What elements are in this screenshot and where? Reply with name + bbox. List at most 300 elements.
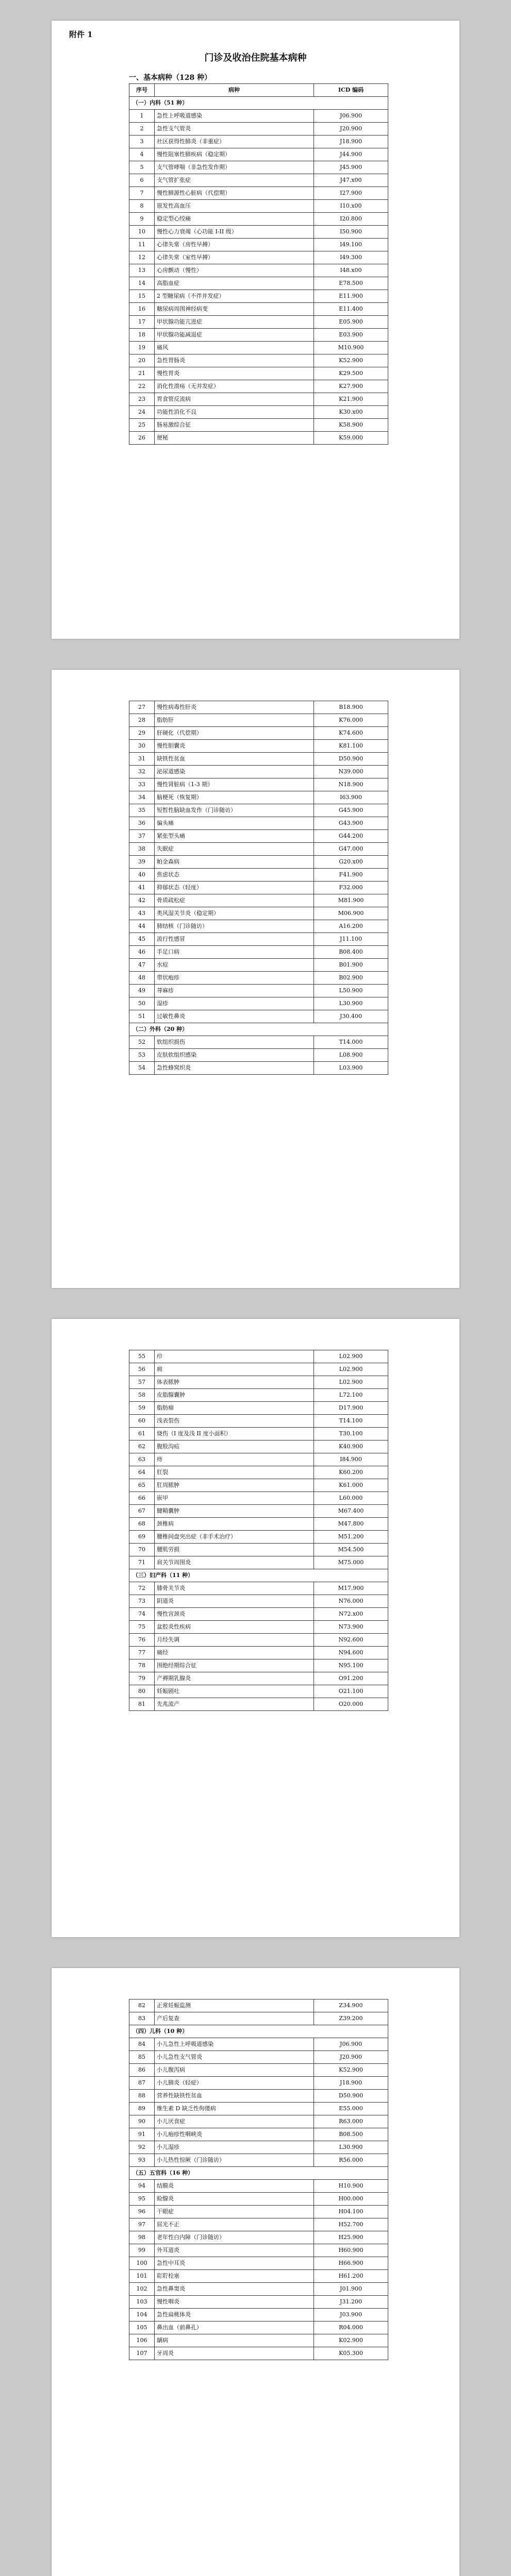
row-disease-name: 小儿肺炎（轻症） xyxy=(155,2077,314,2090)
table-row xyxy=(129,1440,388,1453)
row-disease-name: 小儿腹泻病 xyxy=(155,2064,314,2077)
row-serial: 97 xyxy=(129,2218,155,2231)
row-disease-name: 嵌甲 xyxy=(155,1492,314,1505)
table-row xyxy=(129,2141,388,2154)
row-serial: 94 xyxy=(129,2180,155,2193)
table-row xyxy=(129,985,388,997)
table-row xyxy=(129,110,388,123)
table-row xyxy=(129,316,388,329)
row-icd-code: J06.900 xyxy=(314,2038,388,2051)
row-serial: 20 xyxy=(129,354,155,367)
row-disease-name: 皮脂腺囊肿 xyxy=(155,1389,314,1402)
row-disease-name: 痛经 xyxy=(155,1647,314,1659)
row-disease-name: 湿疹 xyxy=(155,997,314,1010)
row-icd-code: N73.900 xyxy=(314,1621,388,1634)
row-disease-name: 胃食管反流病 xyxy=(155,393,314,406)
table-row xyxy=(129,329,388,342)
row-icd-code: L02.900 xyxy=(314,1350,388,1363)
row-disease-name: 原发性高血压 xyxy=(155,200,314,213)
table-row xyxy=(129,419,388,432)
row-icd-code: K60.200 xyxy=(314,1466,388,1479)
row-serial: 39 xyxy=(129,856,155,869)
table-row xyxy=(129,367,388,380)
table-row xyxy=(129,882,388,894)
row-disease-name: 腰椎间盘突出症（非手术治疗） xyxy=(155,1531,314,1544)
table-row xyxy=(129,856,388,869)
table-row xyxy=(129,817,388,830)
section-label: （五）五官科（16 种） xyxy=(129,2167,388,2180)
row-icd-code: N92.600 xyxy=(314,1634,388,1647)
table-row xyxy=(129,380,388,393)
row-icd-code: K21.900 xyxy=(314,393,388,406)
row-serial: 86 xyxy=(129,2064,155,2077)
row-disease-name: 类风湿关节炎（稳定期） xyxy=(155,907,314,920)
table-row xyxy=(129,123,388,135)
row-disease-name: 围绝经期综合征 xyxy=(155,1659,314,1672)
row-icd-code: Z34.900 xyxy=(314,1999,388,2012)
table-row xyxy=(129,1010,388,1023)
row-icd-code: M06.900 xyxy=(314,907,388,920)
row-serial: 79 xyxy=(129,1672,155,1685)
row-icd-code: K59.000 xyxy=(314,432,388,445)
table-row xyxy=(129,1621,388,1634)
row-icd-code: M51.200 xyxy=(314,1531,388,1544)
table-row xyxy=(129,406,388,419)
table-row xyxy=(129,1672,388,1685)
row-icd-code: D50.900 xyxy=(314,2090,388,2103)
row-disease-name: 阴道炎 xyxy=(155,1595,314,1608)
row-disease-name: 急性支气管炎 xyxy=(155,123,314,135)
row-serial: 18 xyxy=(129,329,155,342)
section-row xyxy=(129,1569,388,1582)
table-row xyxy=(129,2257,388,2270)
section-label: （一）内科（51 种） xyxy=(129,97,388,110)
row-serial: 3 xyxy=(129,135,155,148)
table-row xyxy=(129,727,388,740)
row-icd-code: G20.x00 xyxy=(314,856,388,869)
row-icd-code: J44.900 xyxy=(314,148,388,161)
table-row xyxy=(129,187,388,200)
row-icd-code: M75.000 xyxy=(314,1556,388,1569)
row-serial: 76 xyxy=(129,1634,155,1647)
row-disease-name: 妊娠剧吐 xyxy=(155,1685,314,1698)
row-icd-code: L02.900 xyxy=(314,1376,388,1389)
row-icd-code: E55.000 xyxy=(314,2103,388,2115)
table-row xyxy=(129,753,388,766)
row-disease-name: 耵聍栓塞 xyxy=(155,2270,314,2283)
row-serial: 55 xyxy=(129,1350,155,1363)
row-disease-name: 手足口病 xyxy=(155,946,314,959)
disease-table xyxy=(129,701,388,1075)
row-icd-code: K52.900 xyxy=(314,354,388,367)
table-row xyxy=(129,264,388,277)
row-serial: 35 xyxy=(129,804,155,817)
row-serial: 6 xyxy=(129,174,155,187)
table-row xyxy=(129,843,388,856)
table-row xyxy=(129,1466,388,1479)
row-icd-code: G43.900 xyxy=(314,817,388,830)
row-serial: 19 xyxy=(129,342,155,354)
row-icd-code: N76.000 xyxy=(314,1595,388,1608)
row-icd-code: A16.200 xyxy=(314,920,388,933)
row-disease-name: 2 型糖尿病（不伴并发症） xyxy=(155,290,314,303)
row-serial: 65 xyxy=(129,1479,155,1492)
row-disease-name: 荨麻疹 xyxy=(155,985,314,997)
row-serial: 102 xyxy=(129,2283,155,2296)
row-serial: 91 xyxy=(129,2128,155,2141)
row-icd-code: L72.100 xyxy=(314,1389,388,1402)
row-serial: 14 xyxy=(129,277,155,290)
row-icd-code: M17.900 xyxy=(314,1582,388,1595)
row-icd-code: B18.900 xyxy=(314,701,388,714)
row-disease-name: 慢性病毒性肝炎 xyxy=(155,701,314,714)
header-serial: 序号 xyxy=(129,84,155,97)
table-row xyxy=(129,2115,388,2128)
row-icd-code: H25.900 xyxy=(314,2231,388,2244)
row-icd-code: D50.900 xyxy=(314,753,388,766)
row-icd-code: J11.100 xyxy=(314,933,388,946)
row-icd-code: M10.900 xyxy=(314,342,388,354)
row-serial: 30 xyxy=(129,740,155,753)
table-row xyxy=(129,1531,388,1544)
table-row xyxy=(129,1685,388,1698)
row-disease-name: 产褥期乳腺炎 xyxy=(155,1672,314,1685)
row-icd-code: K40.900 xyxy=(314,1440,388,1453)
table-row xyxy=(129,830,388,843)
row-serial: 63 xyxy=(129,1453,155,1466)
table-row xyxy=(129,1544,388,1556)
row-disease-name: 干眼症 xyxy=(155,2206,314,2218)
table-row xyxy=(129,251,388,264)
table-row xyxy=(129,2283,388,2296)
row-disease-name: 外耳道炎 xyxy=(155,2244,314,2257)
row-serial: 73 xyxy=(129,1595,155,1608)
row-serial: 46 xyxy=(129,946,155,959)
section-label: （四）儿科（10 种） xyxy=(129,2025,388,2038)
row-serial: 31 xyxy=(129,753,155,766)
table-row xyxy=(129,1608,388,1621)
row-disease-name: 急性蜂窝织炎 xyxy=(155,1062,314,1075)
row-disease-name: 产后复查 xyxy=(155,2012,314,2025)
disease-table xyxy=(129,1999,388,2360)
row-disease-name: 鼻出血（前鼻孔） xyxy=(155,2321,314,2334)
row-disease-name: 急性扁桃体炎 xyxy=(155,2309,314,2321)
row-disease-name: 牙周炎 xyxy=(155,2347,314,2360)
row-disease-name: 营养性缺铁性贫血 xyxy=(155,2090,314,2103)
row-serial: 36 xyxy=(129,817,155,830)
row-icd-code: J20.900 xyxy=(314,2051,388,2064)
row-disease-name: 肩关节周围炎 xyxy=(155,1556,314,1569)
row-serial: 105 xyxy=(129,2321,155,2334)
row-disease-name: 体表脓肿 xyxy=(155,1376,314,1389)
row-disease-name: 慢性肾脏病（1-3 期） xyxy=(155,778,314,791)
row-disease-name: 心房颤动（慢性） xyxy=(155,264,314,277)
row-disease-name: 腹股沟疝 xyxy=(155,1440,314,1453)
row-serial: 56 xyxy=(129,1363,155,1376)
table-row xyxy=(129,2077,388,2090)
row-disease-name: 盆腔炎性疾病 xyxy=(155,1621,314,1634)
row-serial: 23 xyxy=(129,393,155,406)
row-serial: 25 xyxy=(129,419,155,432)
row-icd-code: G44.200 xyxy=(314,830,388,843)
row-icd-code: H66.900 xyxy=(314,2257,388,2270)
row-serial: 51 xyxy=(129,1010,155,1023)
row-icd-code: I27.900 xyxy=(314,187,388,200)
row-disease-name: 急性鼻窦炎 xyxy=(155,2283,314,2296)
table-row xyxy=(129,1582,388,1595)
row-serial: 98 xyxy=(129,2231,155,2244)
row-serial: 2 xyxy=(129,123,155,135)
row-disease-name: 偏头痛 xyxy=(155,817,314,830)
row-serial: 5 xyxy=(129,161,155,174)
row-serial: 72 xyxy=(129,1582,155,1595)
row-serial: 95 xyxy=(129,2193,155,2206)
row-disease-name: 睑腺炎 xyxy=(155,2193,314,2206)
table-row xyxy=(129,1505,388,1518)
row-serial: 59 xyxy=(129,1402,155,1415)
row-serial: 106 xyxy=(129,2334,155,2347)
row-icd-code: J30.400 xyxy=(314,1010,388,1023)
row-serial: 67 xyxy=(129,1505,155,1518)
disease-table xyxy=(129,1350,388,1711)
row-serial: 104 xyxy=(129,2309,155,2321)
row-icd-code: N94.600 xyxy=(314,1647,388,1659)
row-icd-code: N18.900 xyxy=(314,778,388,791)
table-row xyxy=(129,1453,388,1466)
row-serial: 57 xyxy=(129,1376,155,1389)
row-serial: 4 xyxy=(129,148,155,161)
row-icd-code: I20.800 xyxy=(314,213,388,226)
row-icd-code: H10.900 xyxy=(314,2180,388,2193)
row-icd-code: K81.100 xyxy=(314,740,388,753)
row-disease-name: 结膜炎 xyxy=(155,2180,314,2193)
row-disease-name: 慢性阻塞性肺疾病（稳定期） xyxy=(155,148,314,161)
row-icd-code: O21.100 xyxy=(314,1685,388,1698)
table-row xyxy=(129,2309,388,2321)
row-serial: 38 xyxy=(129,843,155,856)
row-disease-name: 带状疱疹 xyxy=(155,972,314,985)
row-icd-code: L60.000 xyxy=(314,1492,388,1505)
document-title: 门诊及收治住院基本病种 xyxy=(204,53,307,63)
row-serial: 40 xyxy=(129,869,155,882)
row-icd-code: R56.000 xyxy=(314,2154,388,2167)
row-disease-name: 屈光不正 xyxy=(155,2218,314,2231)
table-row xyxy=(129,2128,388,2141)
table-row xyxy=(129,766,388,778)
row-serial: 22 xyxy=(129,380,155,393)
row-icd-code: J06.900 xyxy=(314,110,388,123)
row-icd-code: E78.500 xyxy=(314,277,388,290)
row-icd-code: T14.100 xyxy=(314,1415,388,1428)
table-row xyxy=(129,1402,388,1415)
row-icd-code: G47.000 xyxy=(314,843,388,856)
row-icd-code: J31.200 xyxy=(314,2296,388,2309)
row-disease-name: 腰肌劳损 xyxy=(155,1544,314,1556)
table-row xyxy=(129,2334,388,2347)
row-icd-code: M81.900 xyxy=(314,894,388,907)
row-icd-code: J45.900 xyxy=(314,161,388,174)
section-row xyxy=(129,2025,388,2038)
row-disease-name: 支气管哮喘（非急性发作期） xyxy=(155,161,314,174)
row-serial: 58 xyxy=(129,1389,155,1402)
row-icd-code: H61.200 xyxy=(314,2270,388,2283)
row-icd-code: M67.400 xyxy=(314,1505,388,1518)
row-disease-name: 老年性白内障（门诊随访） xyxy=(155,2231,314,2244)
row-disease-name: 小儿急性支气管炎 xyxy=(155,2051,314,2064)
row-disease-name: 颈椎病 xyxy=(155,1518,314,1531)
row-serial: 83 xyxy=(129,2012,155,2025)
row-disease-name: 肛周脓肿 xyxy=(155,1479,314,1492)
row-disease-name: 缺铁性贫血 xyxy=(155,753,314,766)
row-serial: 43 xyxy=(129,907,155,920)
row-icd-code: E03.900 xyxy=(314,329,388,342)
row-serial: 41 xyxy=(129,882,155,894)
row-serial: 92 xyxy=(129,2141,155,2154)
row-serial: 89 xyxy=(129,2103,155,2115)
row-serial: 75 xyxy=(129,1621,155,1634)
row-disease-name: 急性上呼吸道感染 xyxy=(155,110,314,123)
row-serial: 93 xyxy=(129,2154,155,2167)
row-icd-code: I10.x00 xyxy=(314,200,388,213)
section-label: （二）外科（20 种） xyxy=(129,1023,388,1036)
table-row xyxy=(129,933,388,946)
row-icd-code: O91.200 xyxy=(314,1672,388,1685)
table-row xyxy=(129,2231,388,2244)
row-serial: 32 xyxy=(129,766,155,778)
row-icd-code: Z39.200 xyxy=(314,2012,388,2025)
row-serial: 48 xyxy=(129,972,155,985)
row-icd-code: F41.900 xyxy=(314,869,388,882)
row-serial: 100 xyxy=(129,2257,155,2270)
section-row xyxy=(129,2167,388,2180)
row-disease-name: 紧张型头痛 xyxy=(155,830,314,843)
row-disease-name: 慢性咽炎 xyxy=(155,2296,314,2309)
table-row xyxy=(129,2270,388,2283)
row-disease-name: 慢性心力衰竭（心功能 I-II 级） xyxy=(155,226,314,239)
row-icd-code: K74.600 xyxy=(314,727,388,740)
row-serial: 90 xyxy=(129,2115,155,2128)
section-label: （三）妇产科（11 种） xyxy=(129,1569,388,1582)
row-icd-code: G45.900 xyxy=(314,804,388,817)
row-serial: 88 xyxy=(129,2090,155,2103)
table-row xyxy=(129,1415,388,1428)
row-disease-name: 肺结核（门诊随访） xyxy=(155,920,314,933)
table-row xyxy=(129,2090,388,2103)
row-icd-code: R63.000 xyxy=(314,2115,388,2128)
row-serial: 61 xyxy=(129,1428,155,1440)
row-icd-code: L30.900 xyxy=(314,997,388,1010)
table-row xyxy=(129,1049,388,1062)
row-icd-code: H04.100 xyxy=(314,2206,388,2218)
row-disease-name: 流行性感冒 xyxy=(155,933,314,946)
row-serial: 24 xyxy=(129,406,155,419)
row-disease-name: 慢性肺源性心脏病（代偿期） xyxy=(155,187,314,200)
table-row xyxy=(129,1350,388,1363)
row-icd-code: K02.900 xyxy=(314,2334,388,2347)
table-row xyxy=(129,1376,388,1389)
table-row xyxy=(129,869,388,882)
row-icd-code: H00.000 xyxy=(314,2193,388,2206)
attachment-label: 附件 1 xyxy=(69,30,93,39)
row-disease-name: 心律失常（室性早搏） xyxy=(155,251,314,264)
table-row xyxy=(129,2321,388,2334)
row-serial: 12 xyxy=(129,251,155,264)
table-row xyxy=(129,1659,388,1672)
row-icd-code: I48.x00 xyxy=(314,264,388,277)
row-icd-code: R04.000 xyxy=(314,2321,388,2334)
row-icd-code: K52.900 xyxy=(314,2064,388,2077)
table-row xyxy=(129,432,388,445)
table-row xyxy=(129,303,388,316)
row-icd-code: I63.900 xyxy=(314,791,388,804)
row-icd-code: T30.100 xyxy=(314,1428,388,1440)
row-serial: 45 xyxy=(129,933,155,946)
row-serial: 9 xyxy=(129,213,155,226)
row-serial: 62 xyxy=(129,1440,155,1453)
row-disease-name: 小儿疱疹性咽峡炎 xyxy=(155,2128,314,2141)
row-icd-code: L03.900 xyxy=(314,1062,388,1075)
row-icd-code: M47.800 xyxy=(314,1518,388,1531)
row-icd-code: B01.900 xyxy=(314,959,388,972)
row-icd-code: D17.900 xyxy=(314,1402,388,1415)
row-icd-code: L50.900 xyxy=(314,985,388,997)
row-serial: 21 xyxy=(129,367,155,380)
table-row xyxy=(129,2347,388,2360)
row-icd-code: K61.000 xyxy=(314,1479,388,1492)
table-row xyxy=(129,2296,388,2309)
row-serial: 33 xyxy=(129,778,155,791)
table-row xyxy=(129,946,388,959)
row-disease-name: 正常妊娠监测 xyxy=(155,1999,314,2012)
row-icd-code: K58.900 xyxy=(314,419,388,432)
table-row xyxy=(129,2051,388,2064)
table-row xyxy=(129,714,388,727)
row-icd-code: K30.x00 xyxy=(314,406,388,419)
row-disease-name: 短暂性脑缺血发作（门诊随访） xyxy=(155,804,314,817)
row-disease-name: 烧伤（I 度及浅 II 度小面积） xyxy=(155,1428,314,1440)
table-row xyxy=(129,1556,388,1569)
row-icd-code: E11.400 xyxy=(314,303,388,316)
row-disease-name: 脑梗死（恢复期） xyxy=(155,791,314,804)
table-row xyxy=(129,1428,388,1440)
row-serial: 68 xyxy=(129,1518,155,1531)
table-row xyxy=(129,804,388,817)
row-serial: 50 xyxy=(129,997,155,1010)
row-serial: 8 xyxy=(129,200,155,213)
table-row xyxy=(129,1595,388,1608)
row-serial: 66 xyxy=(129,1492,155,1505)
table-row xyxy=(129,740,388,753)
row-serial: 17 xyxy=(129,316,155,329)
row-serial: 69 xyxy=(129,1531,155,1544)
row-icd-code: E05.900 xyxy=(314,316,388,329)
row-serial: 26 xyxy=(129,432,155,445)
row-serial: 77 xyxy=(129,1647,155,1659)
row-serial: 80 xyxy=(129,1685,155,1698)
row-icd-code: N95.100 xyxy=(314,1659,388,1672)
row-serial: 52 xyxy=(129,1036,155,1049)
table-row xyxy=(129,2180,388,2193)
row-serial: 54 xyxy=(129,1062,155,1075)
row-disease-name: 膝骨关节炎 xyxy=(155,1582,314,1595)
table-row xyxy=(129,1479,388,1492)
table-row xyxy=(129,2193,388,2206)
document-page xyxy=(52,21,459,639)
row-disease-name: 小儿热性惊厥（门诊随访） xyxy=(155,2154,314,2167)
row-serial: 49 xyxy=(129,985,155,997)
table-row xyxy=(129,2206,388,2218)
table-row xyxy=(129,894,388,907)
